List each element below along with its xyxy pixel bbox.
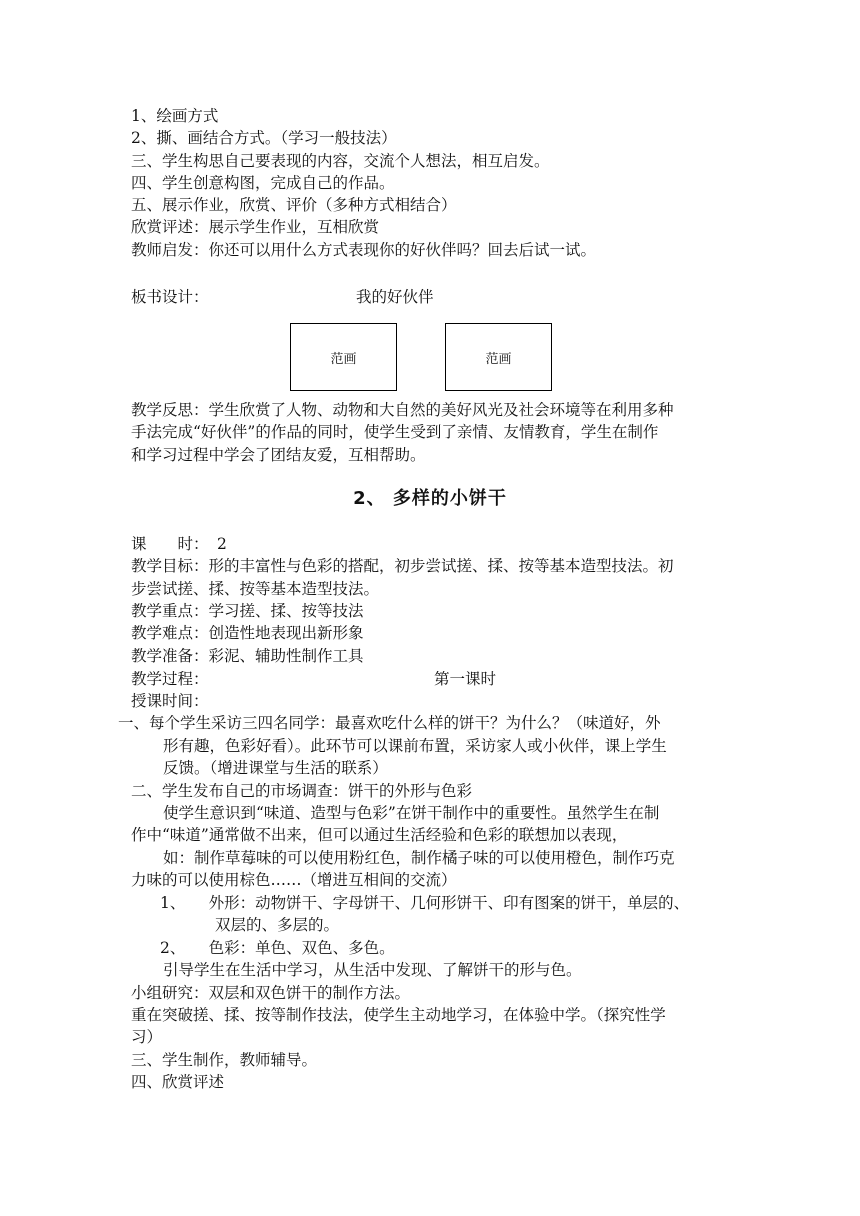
text-line: 五、展示作业，欣赏、评价（多种方式相结合）	[131, 196, 457, 214]
text-line: 作中“味道”通常做不出来，但可以通过生活经验和色彩的联想加以表现，	[131, 826, 628, 844]
text-line: 步尝试搓、揉、按等基本造型技法。	[131, 580, 380, 598]
text-line: 反馈。（增进课堂与生活的联系）	[163, 759, 388, 777]
lesson-hours-label: 课 时：	[131, 535, 209, 553]
text-line: 引导学生在生活中学习，从生活中发现、了解饼干的形与色。	[163, 961, 582, 979]
reflection-line: 手法完成“好伙伴”的作品的同时，使学生受到了亲情、友情教育，学生在制作	[131, 423, 659, 441]
reflection-line: 教学反思：学生欣赏了人物、动物和大自然的美好风光及社会环境等在利用多种	[131, 401, 674, 419]
text-line: 习）	[131, 1028, 163, 1046]
text-line: 如：制作草莓味的可以使用粉红色，制作橘子味的可以使用橙色，制作巧克	[163, 849, 675, 867]
board-design-label: 板书设计：	[131, 288, 209, 306]
list-item: 2、 色彩：单色、双色、多色。	[160, 939, 395, 957]
text-line: 欣赏评述：展示学生作业，互相欣赏	[131, 218, 380, 236]
text-line: 教学目标：形的丰富性与色彩的搭配，初步尝试搓、揉、按等基本造型技法。初	[131, 557, 674, 575]
sample-drawing-box	[445, 323, 552, 391]
text-line: 三、学生制作，教师辅导。	[131, 1051, 318, 1069]
sample-drawing-box	[290, 323, 397, 391]
reflection-line: 和学习过程中学会了团结友爱，互相帮助。	[131, 446, 426, 464]
text-line: 重在突破搓、揉、按等制作技法，使学生主动地学习，在体验中学。（探究性学	[131, 1006, 666, 1024]
list-item-continuation: 双层的、多层的。	[215, 916, 340, 934]
text-line: 教学重点：学习搓、揉、按等技法	[131, 602, 364, 620]
first-period-label: 第一课时	[434, 670, 497, 688]
text-line: 授课时间：	[131, 692, 209, 710]
text-line: 二、学生发布自己的市场调查：饼干的外形与色彩	[131, 782, 473, 800]
sample-drawing-label: 范画	[330, 351, 357, 367]
text-line: 四、欣赏评述	[131, 1073, 225, 1091]
list-item: 1、 外形：动物饼干、字母饼干、几何形饼干、印有图案的饼干，单层的、	[160, 894, 690, 912]
text-line: 教学准备：彩泥、辅助性制作工具	[131, 647, 364, 665]
text-line: 四、学生创意构图，完成自己的作品。	[131, 174, 395, 192]
text-line: 使学生意识到“味道、造型与色彩”在饼干制作中的重要性。虽然学生在制	[163, 804, 660, 822]
text-line: 三、学生构思自己要表现的内容，交流个人想法，相互启发。	[131, 152, 550, 170]
text-line: 一、每个学生采访三四名同学：最喜欢吃什么样的饼干？为什么？（味道好，外	[118, 714, 661, 732]
text-line: 2、撕、画结合方式。（学习一般技法）	[131, 129, 397, 147]
text-line: 1、绘画方式	[131, 107, 219, 125]
lesson-title: 2、 多样的小饼干	[353, 488, 507, 509]
text-line: 教师启发：你还可以用什么方式表现你的好伙伴吗？回去后试一试。	[131, 241, 597, 259]
text-line: 教学难点：创造性地表现出新形象	[131, 624, 364, 642]
text-line: 小组研究：双层和双色饼干的制作方法。	[131, 984, 411, 1002]
board-design-title: 我的好伙伴	[356, 288, 434, 306]
lesson-hours-value: 2	[217, 535, 227, 553]
text-line: 形有趣，色彩好看）。此环节可以课前布置，采访家人或小伙伴，课上学生	[163, 737, 667, 755]
text-line: 力味的可以使用棕色……（增进互相间的交流）	[131, 871, 457, 889]
sample-drawing-label: 范画	[485, 351, 512, 367]
process-label: 教学过程：	[131, 670, 209, 688]
